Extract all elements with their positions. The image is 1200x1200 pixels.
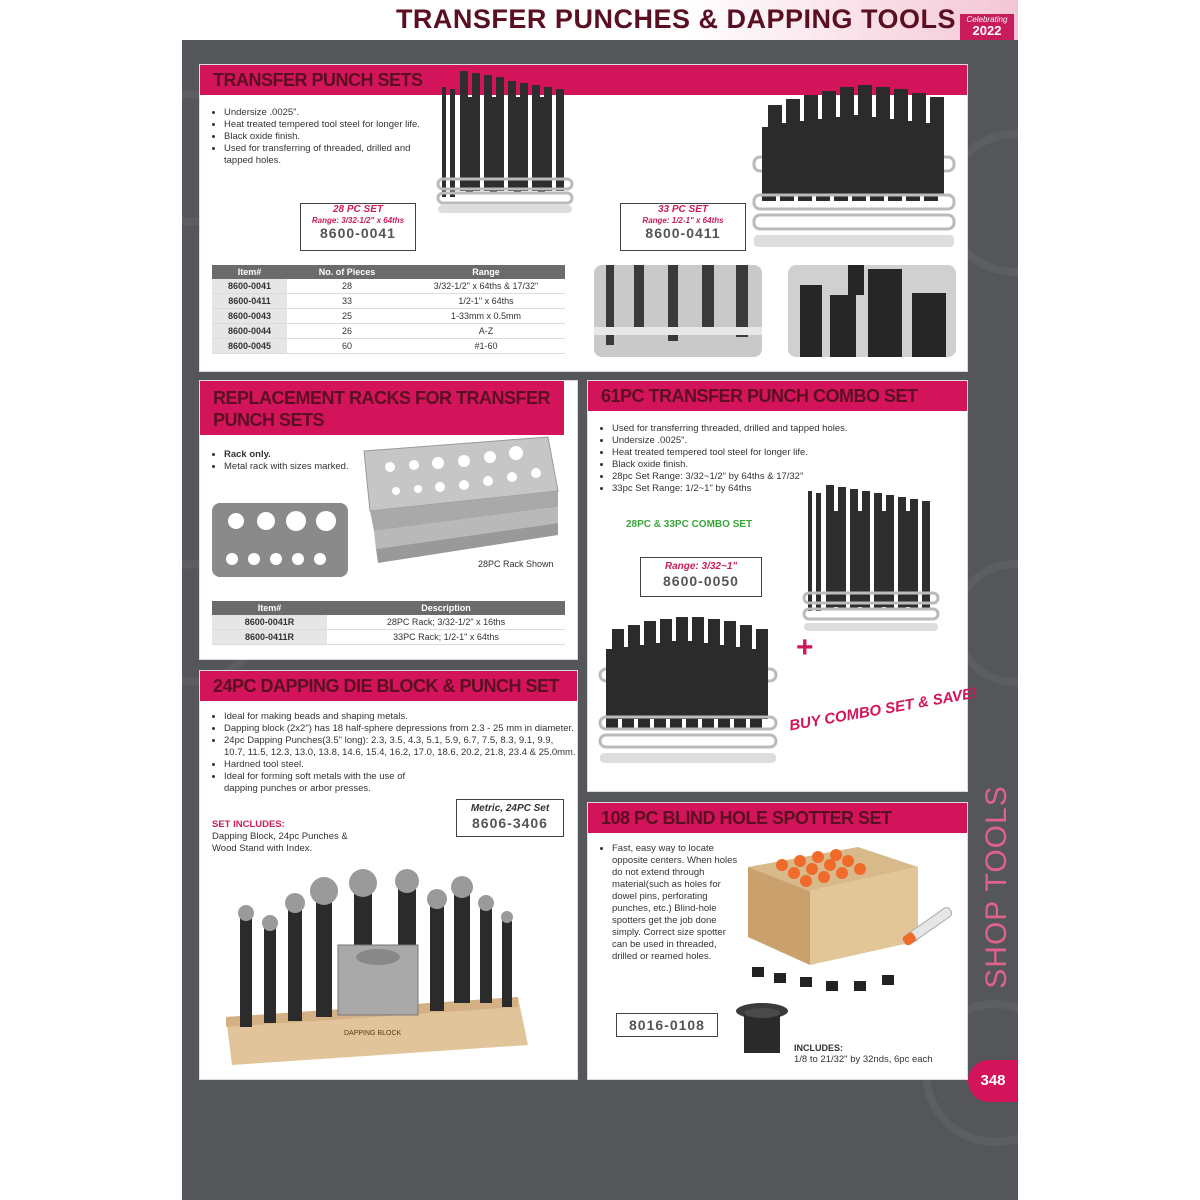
feature-item: • Undersize .0025". xyxy=(612,435,962,447)
feature-item: • Used for transferring of threaded, drilled and tapped holes. xyxy=(224,143,424,167)
catalog-page xyxy=(182,0,1018,1200)
closeup-photo-small xyxy=(594,265,762,357)
rack-photo xyxy=(352,431,568,571)
price-box-33pc xyxy=(620,203,746,251)
part-number: 8600-0050 xyxy=(663,573,739,589)
dapping-set-photo xyxy=(218,867,538,1067)
price-box-dapping xyxy=(456,799,564,837)
price-box-spotter xyxy=(616,1013,718,1037)
badge-text: Celebrating xyxy=(966,15,1008,24)
part-number: 8600-0411 xyxy=(645,225,721,241)
combo-subtitle: 28PC & 33PC COMBO SET xyxy=(626,519,753,530)
plus-sign: + xyxy=(796,631,814,664)
includes-text: Dapping Block, 24pc Punches & Wood Stand with Index. xyxy=(212,831,348,854)
combo-33pc-photo xyxy=(596,609,786,779)
column-header: Item# xyxy=(212,265,287,279)
feature-item: • 28pc Set Range: 3/32~1/2" by 64ths & 17/32" xyxy=(612,471,962,483)
piece-count: 25 xyxy=(287,309,407,324)
item-number: 8600-0041 xyxy=(212,279,287,294)
feature-item: • Black oxide finish. xyxy=(224,131,424,143)
combo-punches-photo xyxy=(800,481,950,641)
includes-label: INCLUDES: xyxy=(794,1043,843,1053)
range-cell: 3/32-1/2" x 64ths & 17/32" xyxy=(407,279,565,294)
item-number: 8600-0411R xyxy=(212,630,327,645)
feature-item: • Ideal for making beads and shaping metals. xyxy=(224,711,576,723)
item-number: 8600-0411 xyxy=(212,294,287,309)
set-range: Range: 3/32~1" xyxy=(664,561,738,572)
feature-list xyxy=(600,843,738,963)
feature-item: • Dapping block (2x2") has 18 half-sphere depressions from 2.3 - 25 mm in diameter. xyxy=(224,723,576,735)
feature-item: • Heat treated tempered tool steel for longer life. xyxy=(224,119,424,131)
column-header: Item# xyxy=(212,601,327,615)
image-caption: 28PC Rack Shown xyxy=(478,559,554,569)
rack-table xyxy=(212,601,565,645)
feature-list xyxy=(212,449,354,473)
feature-list xyxy=(212,107,424,167)
section-title: 61PC TRANSFER PUNCH COMBO SET xyxy=(588,381,967,411)
table-row xyxy=(212,324,565,339)
price-box-28pc xyxy=(300,203,416,251)
feature-item: • Undersize .0025". xyxy=(224,107,424,119)
column-header: Description xyxy=(327,601,565,615)
description-cell: 33PC Rack; 1/2-1" x 64ths xyxy=(327,630,565,645)
replacement-racks-panel xyxy=(199,380,578,660)
piece-count: 28 xyxy=(287,279,407,294)
side-tab xyxy=(972,760,1012,1005)
item-number: 8600-0043 xyxy=(212,309,287,324)
page-title: TRANSFER PUNCHES & DAPPING TOOLS xyxy=(395,4,956,34)
punch-set-28-photo xyxy=(432,67,592,217)
feature-item: • Metal rack with sizes marked. xyxy=(224,461,354,473)
section-title: TRANSFER PUNCH SETS xyxy=(200,65,967,95)
feature-item: • 24pc Dapping Punches(3.5" long): 2.3, 3.5, 4.3, 5.1, 5.9, 6.7, 7.5, 8.3, 9.1, 9.9, 10.7, 11.5, 12.3, 13.0, 13.8, 14.6, 15.4, 16.2, 17.0, 18.6, 20.2, 21.8, 23.4 & 25.0mm. xyxy=(224,735,576,759)
badge-year: 2022 xyxy=(972,23,1002,38)
part-number: 8606-3406 xyxy=(472,815,548,831)
feature-item: • Ideal for forming soft metals with the use of dapping punches or arbor presses. xyxy=(224,771,434,795)
spotter-set-panel xyxy=(587,802,968,1080)
description-cell: 28PC Rack; 3/32-1/2" x 16ths xyxy=(327,615,565,630)
range-cell: #1-60 xyxy=(407,339,565,354)
combo-set-panel xyxy=(587,380,979,792)
dapping-set-panel xyxy=(199,670,578,1080)
spotter-closeup-photo xyxy=(732,999,792,1059)
includes-text: 1/8 to 21/32" by 32nds, 6pc each xyxy=(794,1054,933,1065)
column-header: No. of Pieces xyxy=(287,265,407,279)
range-cell: A-Z xyxy=(407,324,565,339)
set-label: 28 PC SET xyxy=(332,204,384,215)
anniversary-badge xyxy=(960,14,1014,40)
promo-text: BUY COMBO SET & SAVE! xyxy=(787,684,979,735)
price-box-combo xyxy=(640,557,762,597)
feature-list xyxy=(212,711,576,795)
closeup-photo-large xyxy=(788,265,956,357)
part-number: 8600-0041 xyxy=(320,225,396,241)
set-label: Metric, 24PC Set xyxy=(470,803,550,814)
column-header: Range xyxy=(407,265,565,279)
feature-item: • Hardned tool steel. xyxy=(224,759,576,771)
item-number: 8600-0045 xyxy=(212,339,287,354)
item-number: 8600-0041R xyxy=(212,615,327,630)
set-label: 33 PC SET xyxy=(657,204,709,215)
item-number: 8600-0044 xyxy=(212,324,287,339)
side-tab-label: SHOP TOOLS xyxy=(980,785,1013,989)
section-title: REPLACEMENT RACKS FOR TRANSFER PUNCH SETS xyxy=(200,381,564,435)
set-range: Range: 3/32-1/2" x 64ths xyxy=(311,216,405,225)
feature-item: • Used for transferring threaded, drilled and tapped holes. xyxy=(612,423,962,435)
punch-set-33-photo xyxy=(748,75,958,265)
table-row xyxy=(212,630,565,645)
part-number: 8016-0108 xyxy=(629,1017,705,1033)
table-row xyxy=(212,294,565,309)
page-number: 348 xyxy=(968,1060,1018,1102)
table-row xyxy=(212,309,565,324)
feature-item: • Black oxide finish. xyxy=(612,459,962,471)
range-cell: 1/2-1" x 64ths xyxy=(407,294,565,309)
section-title: 24PC DAPPING DIE BLOCK & PUNCH SET xyxy=(200,671,577,701)
feature-item: • Rack only. xyxy=(224,449,354,461)
dapping-block-label: DAPPING BLOCK xyxy=(344,1030,402,1037)
section-title: 108 PC BLIND HOLE SPOTTER SET xyxy=(588,803,967,833)
transfer-punch-table xyxy=(212,265,565,354)
page-header xyxy=(182,0,1018,40)
feature-item: • Heat treated tempered tool steel for longer life. xyxy=(612,447,962,459)
includes-label: SET INCLUDES: xyxy=(212,819,285,830)
table-row xyxy=(212,615,565,630)
spotter-box-photo xyxy=(738,837,956,967)
range-cell: 1-33mm x 0.5mm xyxy=(407,309,565,324)
feature-item: • 33pc Set Range: 1/2~1" by 64ths xyxy=(612,483,962,495)
feature-item: • Fast, easy way to locate opposite centers. When holes do not extend through material(such as holes for dowel pins, perforating punches, etc.) Blind-hole spotters get the job done simply. Correct size spotter can be used in threaded, drilled or reamed holes. xyxy=(612,843,738,963)
piece-count: 60 xyxy=(287,339,407,354)
table-row xyxy=(212,279,565,294)
rack-plate-photo xyxy=(210,501,352,581)
piece-count: 33 xyxy=(287,294,407,309)
set-range: Range: 1/2-1" x 64ths xyxy=(642,216,724,225)
piece-count: 26 xyxy=(287,324,407,339)
transfer-punch-sets-panel xyxy=(199,64,968,372)
spotter-pins-photo xyxy=(748,959,908,999)
table-row xyxy=(212,339,565,354)
